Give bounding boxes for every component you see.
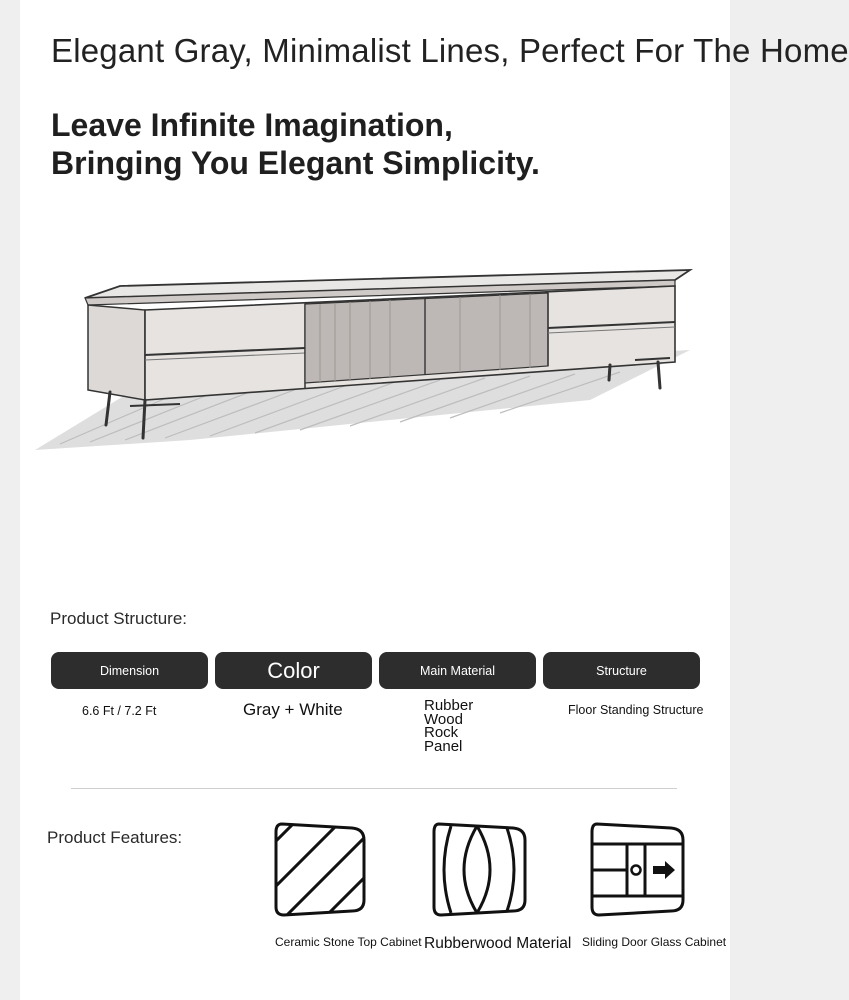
page-headline: Elegant Gray, Minimalist Lines, Perfect For The Home bbox=[51, 32, 849, 69]
tagline bbox=[51, 106, 540, 182]
dimension-value: 6.6 Ft / 7.2 Ft bbox=[82, 704, 157, 718]
color-heading: Color bbox=[215, 652, 372, 689]
tv-cabinet-illustration bbox=[30, 230, 720, 470]
material-line: Panel bbox=[424, 737, 463, 755]
structure-heading: Structure bbox=[543, 652, 700, 689]
section-divider bbox=[71, 788, 677, 789]
feature-caption-ceramic-top: Ceramic Stone Top Cabinet bbox=[275, 935, 422, 949]
cabinet-left-end bbox=[88, 305, 145, 400]
tagline-line-1: Leave Infinite Imagination, bbox=[51, 107, 453, 143]
wood-grain-icon bbox=[431, 820, 529, 918]
cabinet-leg bbox=[658, 362, 660, 388]
structure-value: Floor Standing Structure bbox=[568, 703, 704, 717]
product-structure-label: Product Structure: bbox=[50, 609, 188, 628]
main-material-heading: Main Material bbox=[379, 652, 536, 689]
material-line: Rubber bbox=[424, 697, 474, 714]
cabinet-leg bbox=[609, 365, 610, 380]
dimension-heading: Dimension bbox=[51, 652, 208, 689]
material-line: Wood bbox=[424, 710, 463, 728]
sliding-door-icon bbox=[589, 820, 687, 918]
material-line: Rock bbox=[424, 724, 459, 741]
product-features-label: Product Features: bbox=[47, 828, 183, 847]
main-material-value bbox=[424, 699, 504, 753]
color-value: Gray + White bbox=[243, 700, 343, 719]
feature-caption-sliding-door: Sliding Door Glass Cabinet bbox=[582, 935, 727, 949]
feature-caption-rubberwood: Rubberwood Material bbox=[424, 935, 572, 952]
diagonal-lines-icon bbox=[272, 820, 370, 918]
tagline-line-2: Bringing You Elegant Simplicity. bbox=[51, 145, 540, 181]
product-page bbox=[20, 0, 849, 1000]
